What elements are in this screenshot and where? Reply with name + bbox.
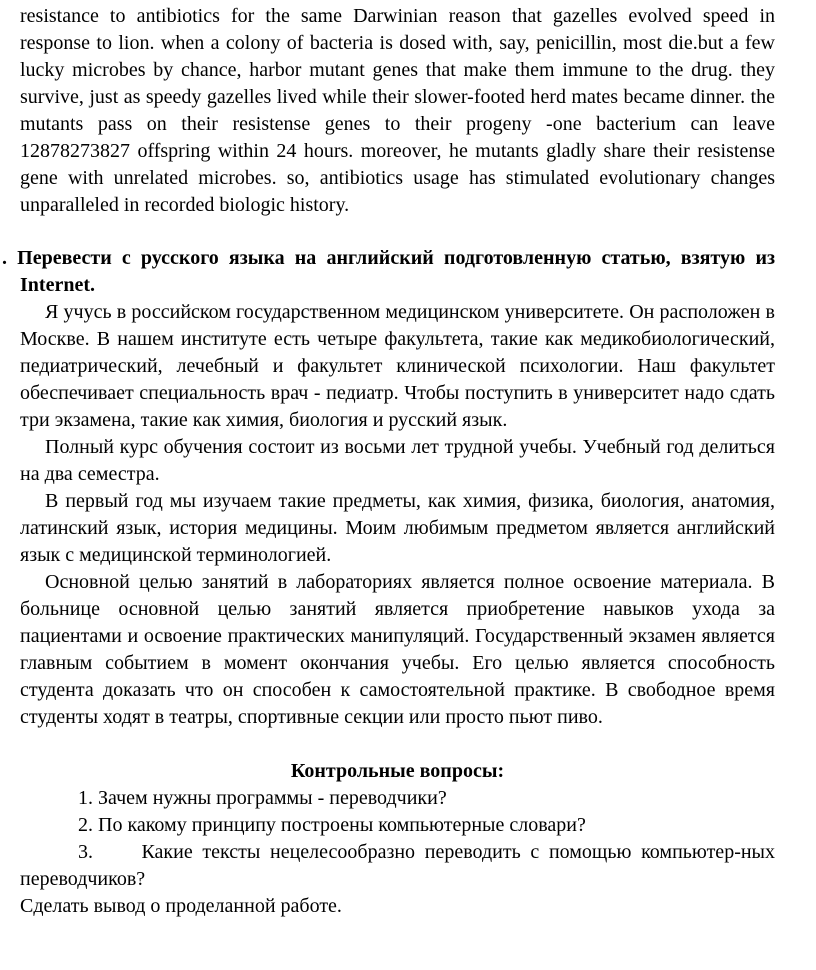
paragraph-russian-subjects: В первый год мы изучаем такие предметы, как химия, физика, биология, анатомия, латинский язык, история медицины. Моим любимым предметом является английский язык с медицинской терминологией.	[20, 490, 775, 566]
paragraph-russian-university: Я учусь в российском государственном медицинском университете. Он расположен в Москве. В нашем институте есть четыре факультета, такие как медикобиологический, педиатрический, лечебный и факультет клинической психологии. Наш факультет обеспечивает специальность врач - педиатр. Чтобы поступить в университет надо сдать три экзамена, такие как химия, биология и русский язык.	[20, 301, 775, 431]
question-2: 2. По какому принципу построены компьютерные словари?	[78, 814, 586, 836]
task-heading-translate: . Перевести с русского языка на английский подготовленную статью, взятую из Internet.	[2, 247, 775, 296]
paragraph-russian-course: Полный курс обучения состоит из восьми лет трудной учебы. Учебный год делиться на два семестра.	[20, 436, 775, 485]
questions-title: Контрольные вопросы:	[290, 760, 505, 782]
question-3: 3. Какие тексты нецелесообразно переводить с помощью компьютер-ных переводчиков?	[20, 841, 775, 890]
question-1: 1. Зачем нужны программы - переводчики?	[78, 787, 447, 809]
conclusion-text: Сделать вывод о проделанной работе.	[20, 895, 342, 917]
paragraph-english-antibiotics: resistance to antibiotics for the same Darwinian reason that gazelles evolved speed in response to lion. when a colony of bacteria is dosed with, say, penicillin, most die.but a few lucky microbes by chance, harbor mutant genes that make them immune to the drug. they survive, just as speedy gazelles lived while their slower-footed herd mates became dinner. the mutants pass on their resistense genes to their progeny -one bacterium can leave 12878273827 offspring within 24 hours. moreover, he mutants gladly share their resistense gene with unrelated microbes. so, antibiotics usage has stimulated evolutionary changes unparalleled in recorded biologic history.	[20, 5, 775, 216]
paragraph-russian-labs: Основной целью занятий в лабораториях является полное освоение материала. В больнице основной целью занятий является приобретение навыков ухода за пациентами и освоение практических манипуляций. Государственный экзамен является главным событием в момент окончания учебы. Его целью является способность студента доказать что он способен к самостоятельной практике. В свободное время студенты ходят в театры, спортивные секции или просто пьют пиво.	[20, 571, 775, 728]
